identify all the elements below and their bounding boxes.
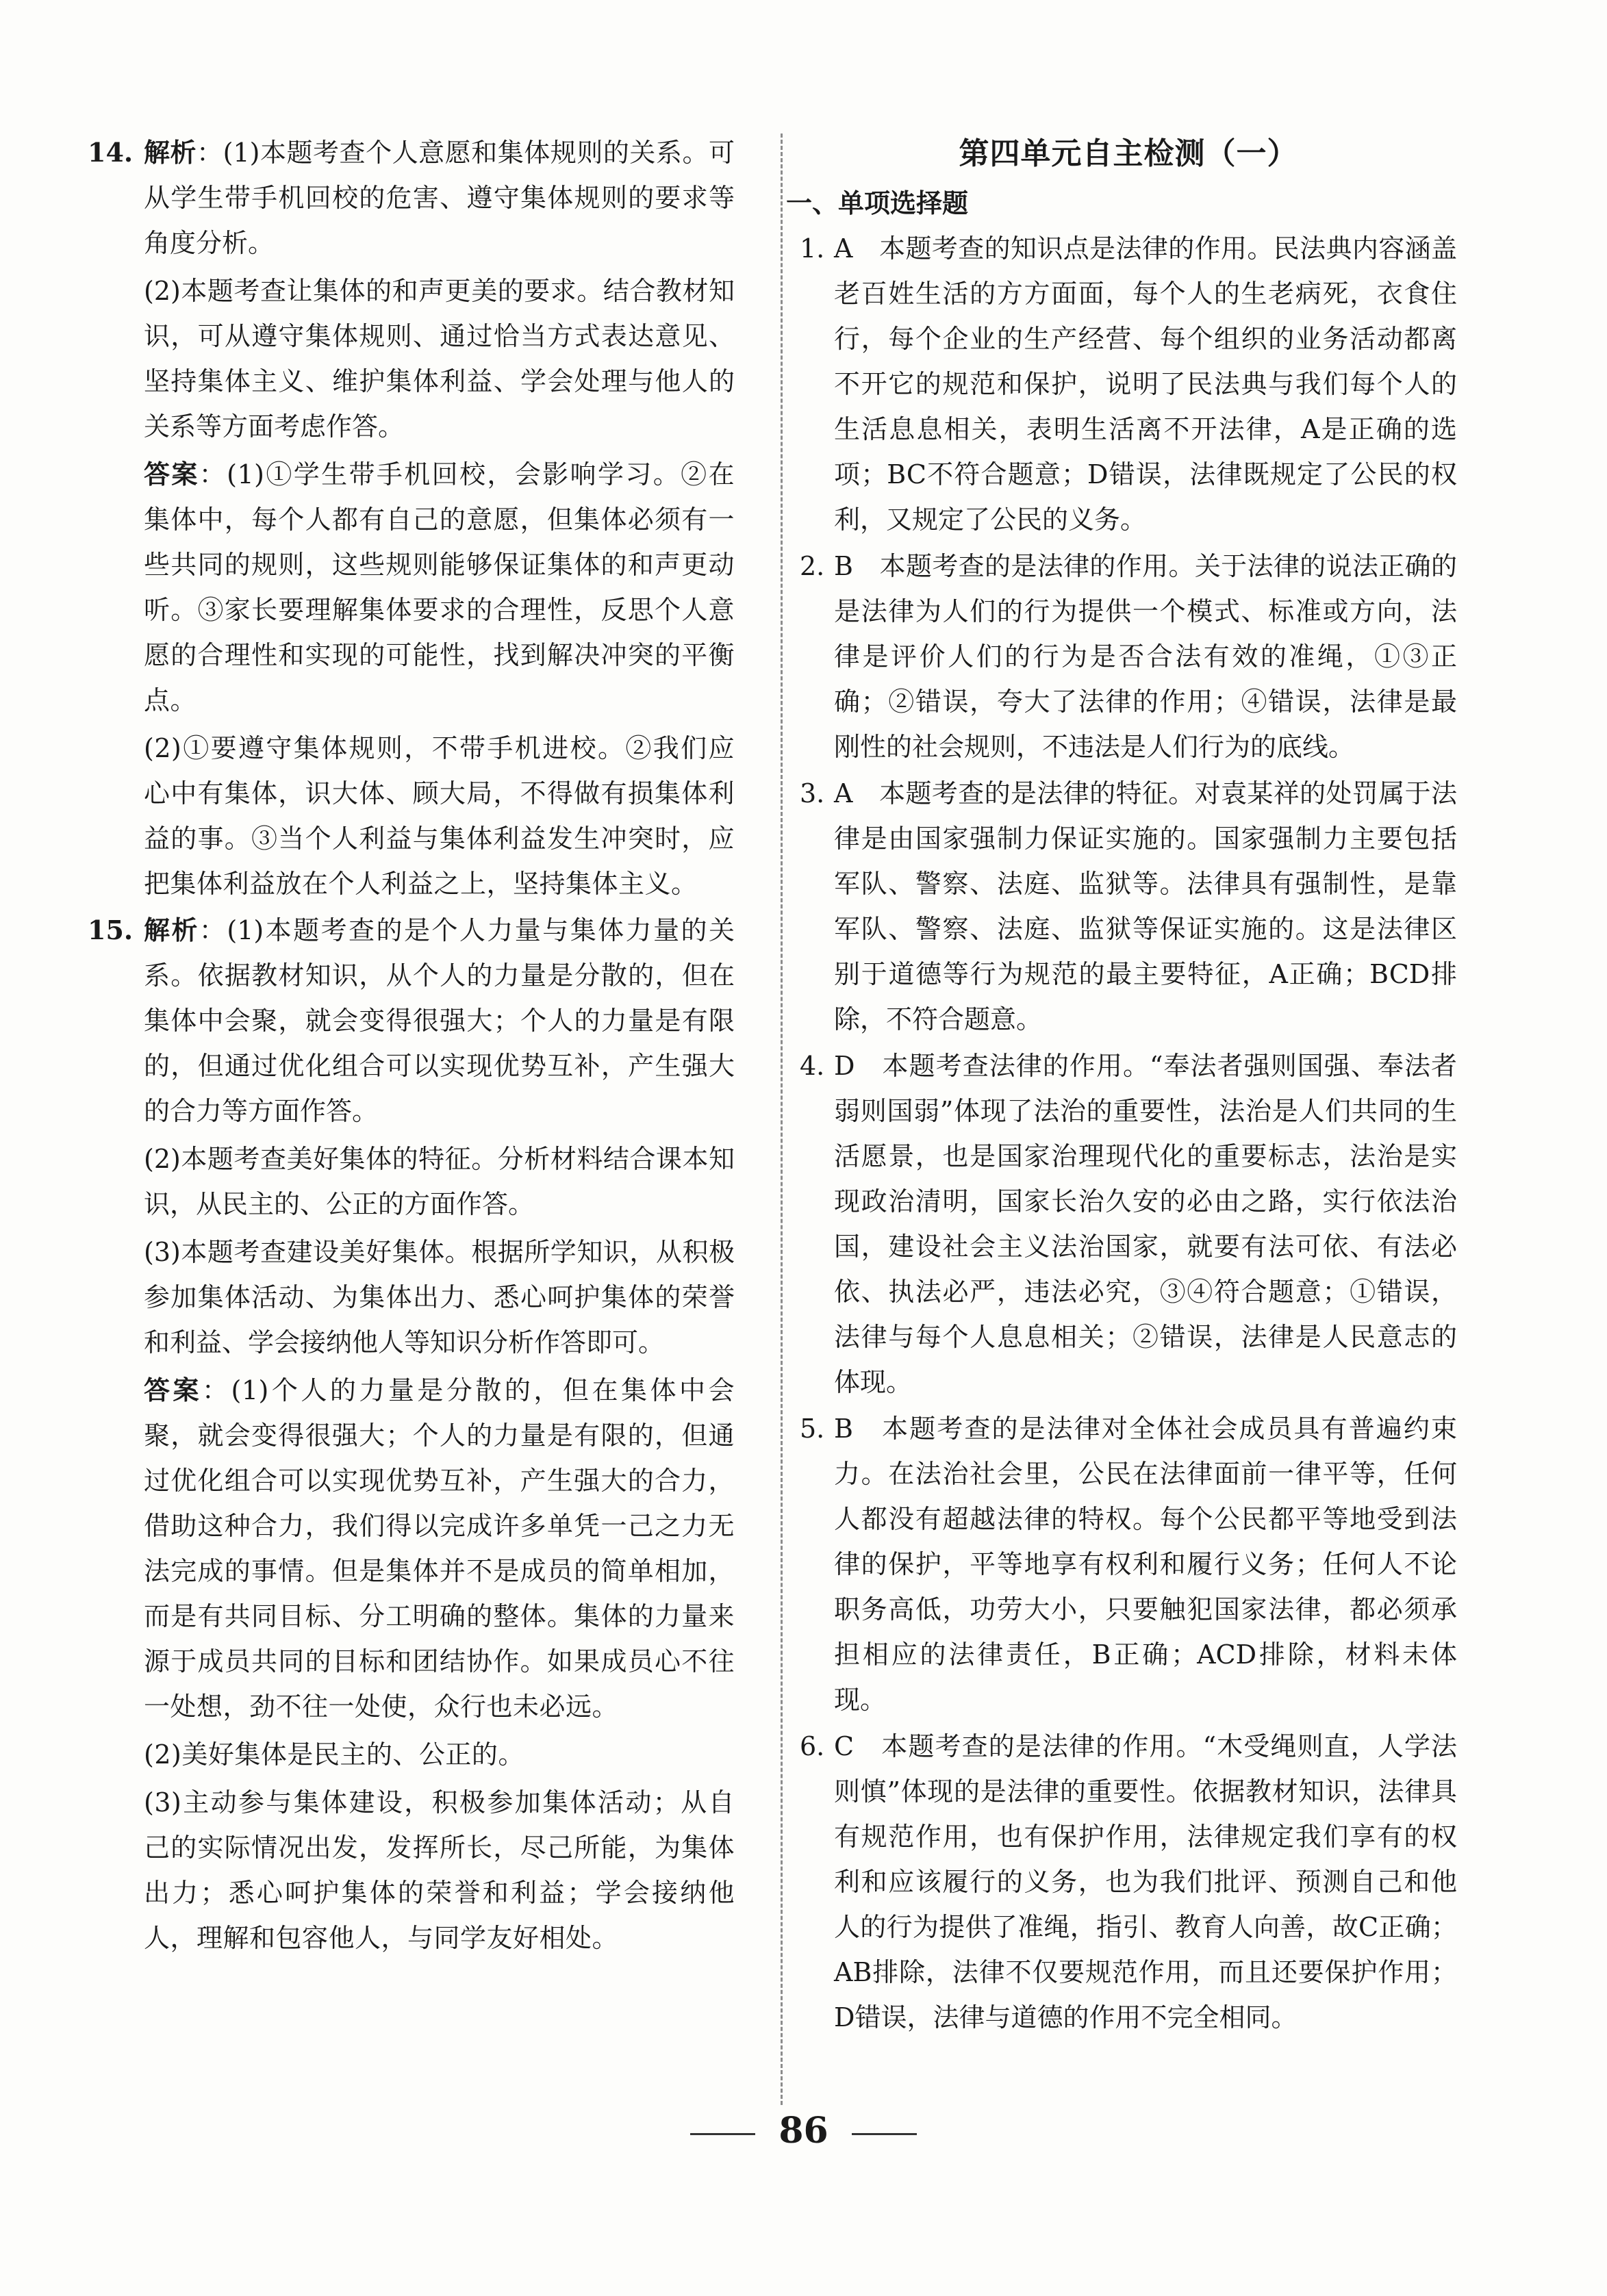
item-number: 6.	[800, 1731, 825, 1761]
question-15	[88, 908, 735, 1961]
item-text: B 本题考查的是法律对全体社会成员具有普遍约束力。在法治社会里，公民在法律面前一律平等，任何人都没有超越法律的特权。每个公民都平等地受到法律的保护，平等地享有权利和履行义务；任何人不论职务高低，功劳大小，只要触犯国家法律，都必须承担相应的法律责任，B正确；ACD排除，材料未体现。	[834, 1414, 1457, 1715]
footer-dash-right	[852, 2133, 917, 2135]
analysis-paragraph	[144, 908, 735, 1134]
answer-paragraph: (2)①要遵守集体规则，不带手机进校。②我们应心中有集体，识大体、顾大局，不得做有损集体利益的事。③当个人利益与集体利益发生冲突时，应把集体利益放在个人利益之上，坚持集体主义。	[144, 733, 735, 899]
choice-item-1	[800, 226, 1457, 542]
item-text: B 本题考查的是法律的作用。关于法律的说法正确的是法律为人们的行为提供一个模式、标准或方向，法律是评价人们的行为是否合法有效的准绳，①③正确；②错误，夸大了法律的作用；④错误，法律是最刚性的社会规则，不违法是人们行为的底线。	[834, 551, 1457, 762]
analysis-label: 解析	[144, 915, 199, 945]
analysis-label: 解析	[144, 137, 197, 168]
column-divider	[781, 133, 783, 2105]
analysis-text: ：(1)本题考查的是个人力量与集体力量的关系。依据教材知识，从个人的力量是分散的，但在集体中会聚，就会变得很强大；个人的力量是有限的，但通过优化组合可以实现优势互补，产生强大的合力等方面作答。	[144, 915, 735, 1126]
analysis-paragraph: (2)本题考查让集体的和声更美的要求。结合教材知识，可从遵守集体规则、通过恰当方式表达意见、坚持集体主义、维护集体利益、学会处理与他人的关系等方面考虑作答。	[144, 276, 735, 442]
analysis-text: ：(1)本题考查个人意愿和集体规则的关系。可从学生带手机回校的危害、遵守集体规则的要求等角度分析。	[144, 138, 735, 258]
item-number: 3.	[800, 778, 825, 808]
answer-paragraph	[144, 452, 735, 723]
right-column	[786, 130, 1457, 2041]
item-text: C 本题考查的是法律的作用。“木受绳则直，人学法则慎”体现的是法律的重要性。依据教材知识，法律具有规范作用，也有保护作用，法律规定我们享有的权利和应该履行的义务，也为我们批评、预测自己和他人的行为提供了准绳，指引、教育人向善，故C正确；AB排除，法律不仅要规范作用，而且还要保护作用；D错误，法律与道德的作用不完全相同。	[834, 1731, 1457, 2032]
choice-item-2	[800, 544, 1457, 769]
question-number: 15.	[88, 915, 134, 945]
section-heading: 一、单项选择题	[786, 188, 969, 218]
page-footer	[0, 2107, 1607, 2155]
item-text: A 本题考查的是法律的特征。对袁某祥的处罚属于法律是由国家强制力保证实施的。国家强制力主要包括军队、警察、法庭、监狱等。法律具有强制性，是靠军队、警察、法庭、监狱等保证实施的。这是法律区别于道德等行为规范的最主要特征，A正确；BCD排除，不符合题意。	[834, 778, 1457, 1034]
page-number: 86	[779, 2110, 828, 2152]
answer-paragraph: (3)主动参与集体建设，积极参加集体活动；从自己的实际情况出发，发挥所长，尽己所能，为集体出力；悉心呵护集体的荣誉和利益；学会接纳他人，理解和包容他人，与同学友好相处。	[144, 1787, 735, 1953]
choice-item-3	[800, 771, 1457, 1042]
choice-item-6	[800, 1724, 1457, 2040]
item-number: 1.	[800, 233, 825, 264]
item-text: D 本题考查法律的作用。“奉法者强则国强、奉法者弱则国弱”体现了法治的重要性，法治是人们共同的生活愿景，也是国家治理现代化的重要标志，法治是实现政治清明，国家长治久安的必由之路，实行依法治国，建设社会主义法治国家，就要有法可依、有法必依、执法必严，违法必究，③④符合题意；①错误，法律与每个人息息相关；②错误，法律是人民意志的体现。	[834, 1051, 1457, 1397]
choice-item-4	[800, 1043, 1457, 1405]
item-number: 5.	[800, 1414, 825, 1444]
answer-label: 答案	[144, 459, 199, 489]
item-text: A 本题考查的知识点是法律的作用。民法典内容涵盖老百姓生活的方方面面，每个人的生老病死，衣食住行，每个企业的生产经营、每个组织的业务活动都离不开它的规范和保护，说明了民法典与我们每个人的生活息息相关，表明生活离不开法律，A是正确的选项；BC不符合题意；D错误，法律既规定了公民的权利，又规定了公民的义务。	[834, 233, 1457, 535]
item-number: 4.	[800, 1051, 825, 1081]
unit-title: 第四单元自主检测（一）	[959, 136, 1298, 171]
answer-paragraph	[144, 1368, 735, 1729]
choice-item-5	[800, 1406, 1457, 1722]
question-number: 14.	[88, 137, 134, 168]
question-14	[88, 130, 735, 906]
analysis-paragraph: (3)本题考查建设美好集体。根据所学知识，从积极参加集体活动、为集体出力、悉心呵护集体的荣誉和利益、学会接纳他人等知识分析作答即可。	[144, 1237, 735, 1357]
footer-dash-left	[690, 2133, 755, 2135]
answer-text: ：(1)个人的力量是分散的，但在集体中会聚，就会变得很强大；个人的力量是有限的，但通过优化组合可以实现优势互补，产生强大的合力，借助这种合力，我们得以完成许多单凭一己之力无法完成的事情。但是集体并不是成员的简单相加，而是有共同目标、分工明确的整体。集体的力量来源于成员共同的目标和团结协作。如果成员心不往一处想，劲不往一处使，众行也未必远。	[144, 1375, 735, 1722]
item-number: 2.	[800, 551, 825, 581]
answer-text: ：(1)①学生带手机回校，会影响学习。②在集体中，每个人都有自己的意愿，但集体必须有一些共同的规则，这些规则能够保证集体的和声更动听。③家长要理解集体要求的合理性，反思个人意愿的合理性和实现的可能性，找到解决冲突的平衡点。	[144, 459, 735, 715]
answer-paragraph: (2)美好集体是民主的、公正的。	[144, 1739, 524, 1770]
analysis-paragraph: (2)本题考查美好集体的特征。分析材料结合课本知识，从民主的、公正的方面作答。	[144, 1144, 735, 1219]
answer-label: 答案	[144, 1375, 203, 1405]
analysis-paragraph	[144, 130, 735, 266]
left-column	[88, 130, 735, 1962]
